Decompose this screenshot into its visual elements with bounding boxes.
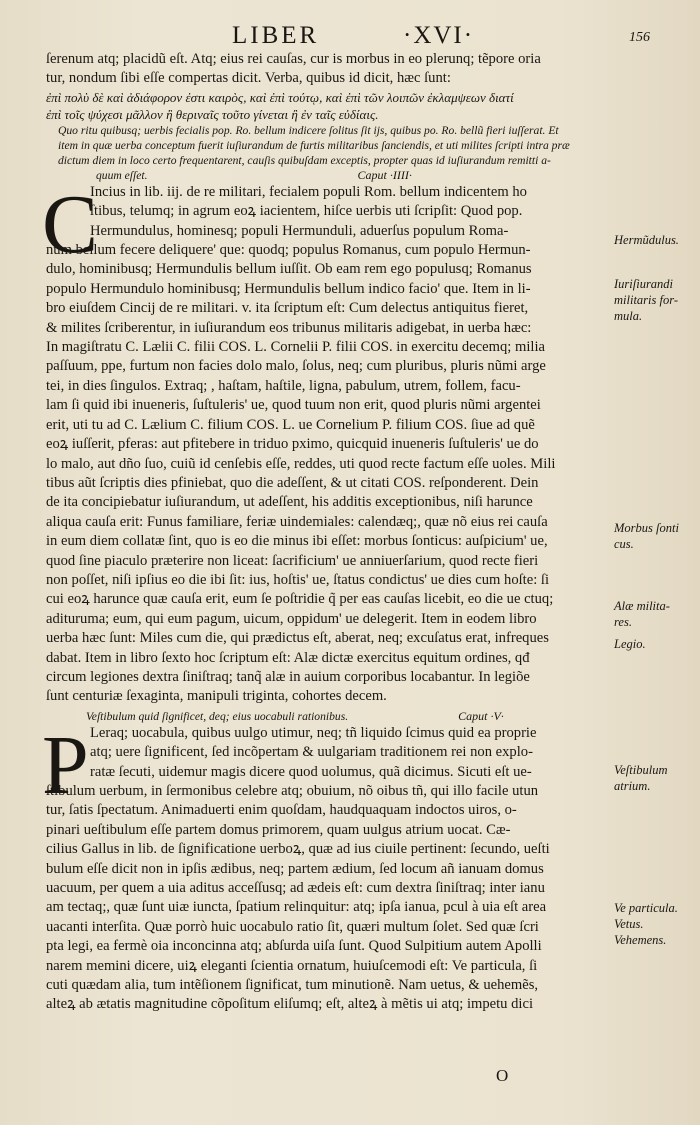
text-line: pinari ueſtibulum eſſe partem domus primorem, quam uulgus atrium uocat. Cæ- [46, 821, 511, 838]
text-line: eoꝝ iuſſerit, pferas: aut pfitebere in triduo pximo, quicquid inueneris ſuſtuleris' ue do [46, 436, 539, 453]
text-line: bro eiuſdem Cincij de re militari. v. ita ſcriptum eſt: Cum delectus antiquitus fieret, [46, 300, 529, 317]
margin-note-iusiurandum: Iuriſiurandi militaris for- mula. [614, 277, 678, 323]
text-line: bulum eſſe dicit non in ipſis ædibus, neq; partem ædium, ſed locum añ ianuam domus [46, 860, 544, 877]
chapter-heading: Caput ·V· [458, 708, 504, 723]
chapter-rubric: dictum diem in loco certo frequentarent, cauſis quibuſdam exceptis, propter quas id iuſiurandum remitti a- [58, 153, 551, 167]
text-line: dulo, hominibusq; Hermundulis bellum iuſſit. Ob eam rem ego populusq; Romanus [46, 261, 532, 278]
margin-note-legio: Legio. [614, 637, 646, 651]
text-line: num bellum fecere deliquere' que: quodq; populus Romanus, cum populo Hermun- [46, 242, 531, 259]
chapter-heading: Caput ·IIII· [357, 167, 412, 182]
text-line: alteꝝ ab ætatis magnitudine cõpoſitum eliſumq; eſt, alteꝝ à mẽtis ui atq; impetu dici [46, 996, 534, 1013]
text-line: Leraq; uocabula, quibus uulgo utimur, neq; tñ liquido ſcimus quid ea proprie [90, 724, 537, 741]
text-line: tei, in dies ſingulos. Extraq; , haſtam, haſtile, ligna, pabulum, utrem, follem, facu- [46, 377, 521, 394]
margin-note-morbus: Morbus ſonti cus. [614, 521, 679, 551]
text-line: tur, ſatis ſpectatum. Animaduerti enim quoſdam, haudquaquam indoctos uiros, o- [46, 802, 517, 819]
text-line: ſtibulum uerbum, in ſermonibus celebre atq; obuium, nõ oibus tñ, qui illo facile utun [46, 783, 539, 799]
margin-note-vestibulum: Veſtibulum atrium. [614, 763, 668, 793]
text-line: circum legiones dextra ſiniſtraq; tanq̃ alæ in auium corporibus locabantur. In legiõe [46, 668, 530, 685]
text-line: narem memini dicere, uiꝝ eleganti ſcientia ornatum, huiuſcemodi eſt: Ve particula, ſi [46, 957, 538, 974]
header-book-number: ·XVI· [403, 22, 475, 49]
text-line: erit, uti tu ad C. Lælium C. filium COS. L. ue Cornelium P. filium COS. ſiue ad quẽ [46, 416, 535, 433]
text-line: tibus aũt ſcriptis dies pfiniebat, quo die adeſſent, & ut citati COS. reſponderent. Dein [46, 474, 539, 491]
text-line: ſunt centuriæ ſexaginta, manipuli triginta, cohortes decem. [46, 688, 387, 705]
chapter-rubric: item in quæ uerba conceptum fuerit iuſiurandum de furtis militaribus ſanciendis, et uti milites ſcripti intra præ [58, 138, 570, 152]
drop-cap: C [42, 177, 99, 271]
text-line: ſerenum atq; placidũ eſt. Atq; eius rei cauſas, cur is morbus in eo plerunq; tẽpore oria [46, 51, 541, 67]
text-line: lo malo, aut dño ſuo, cuiũ id cenſebis eſſe, reddes, uti quod recte factum eſſe uoles. Mili [46, 455, 556, 472]
text-line: quod ſine piaculo præterire non liceat: ſacrificium' ue anniuerſarium, quod recte fieri [46, 552, 539, 569]
text-line: populo Hermundulo hominibusq; Hermundulis bellum indico facio' que. Item in li- [46, 280, 531, 297]
text-line: uacuum, per quem a uia aditus acceſſusq; ad ædeis eſt: cum dextra ſiniſtraq; inter ianu [46, 880, 545, 897]
chapter-rubric: Quo ritu quibusq; uerbis fecialis pop. Ro. bellum indicere ſolitus ſit ijs, quibus po. Ro. bellũ fieri iuſſerat. Et [58, 123, 559, 137]
text-line: de ita concipiebatur iuſiurandum, ut adeſſent, his additis exceptionibus, niſi harunce [46, 494, 533, 511]
margin-note-ve-particula: Ve particula. Vetus. Vehemens. [614, 901, 678, 947]
text-line: & milites ſcriberentur, in iuſiurandum eos tribunus militaris adigebat, in uerba hæc: [46, 319, 532, 336]
text-line: Incius in lib. iij. de re militari, fecialem populi Rom. bellum indicentem ho [90, 183, 527, 200]
text-line: cilius Gallus in lib. de ſignificatione uerboꝝ, quæ ad ius ciuile pertinent: ſecundo, ueſti [46, 841, 550, 858]
text-line: ratæ ſecuti, uidemur magis dicere quod uolumus, quã dicimus. Sicuti eſt ue- [90, 763, 532, 780]
greek-line: ἐπὶ πολὺ δὲ καὶ ἀδιάφορον ἐστι καιρὸς, καὶ ἐπὶ τούτῳ, καὶ ἐπὶ τῶν λοιπῶν ἐκλαμψεων διατί [46, 89, 514, 105]
drop-cap: P [42, 718, 89, 812]
margin-note-hermundulus: Hermũdulus. [614, 233, 679, 247]
text-body [42, 50, 614, 1015]
text-line: pta legi, ea fermè oia inconcinna atq; abſurda uiſa ſunt. Quod Sulpitium autem Apolli [46, 938, 542, 955]
text-line: in eum diem collatæ ſint, quo is eo die minus ibi eſſet: morbus ſonticus: auſpicium' ue, [46, 533, 548, 550]
catchword: O [496, 1066, 509, 1085]
text-line: paſſuum, ppe, furtum non facies dolo malo, ſolus, neq; cum pluribus, pluris nũmi arge [46, 358, 546, 375]
text-line: non poſſet, niſi ipſius eo die ibi ſit: ius, hoſtis' ue, ſtatus condictus' ue dies cum hoſte: ſi [46, 571, 550, 588]
text-line: uerba hæc ſunt: Miles cum die, qui prædictus eſt, aberat, neq; excuſatus erat, infreques [46, 630, 549, 647]
text-line: cui eoꝝ harunce quæ cauſa erit, eum ſe poſtridie q̃ per eas cauſas licebit, eo die ue ctuq; [46, 591, 554, 608]
greek-line: ἐπὶ τοῖς ψύχεσι μᾶλλον ἢ θεριναῖς τοῦτο γίνεται ἢ ἐν ταῖς εὐδίαις. [46, 106, 379, 122]
text-line: ſtibus, telumq; in agrum eoꝝ iacientem, hiſce uerbis uti ſcripſit: Quod pop. [90, 203, 523, 220]
text-line: am tectaq;, quæ ſunt uiæ iuncta, ſpatium relinquitur: atq; ipſa ianua, pcul à uia eſt area [46, 899, 547, 916]
header-liber: LIBER [232, 22, 320, 49]
folio-number: 156 [629, 30, 650, 45]
text-line: In magiſtratu C. Lælii C. filii COS. L. Cornelii P. filii COS. in exercitu decemq; milia [46, 339, 545, 356]
chapter-rubric: quum eſſet. [96, 168, 148, 182]
text-line: tur, nondum ſibi eſſe compertas dicit. Verba, quibus id dicit, hæc ſunt: [46, 70, 451, 87]
text-line: adituruma; eum, qui eum pagum, uicum, oppidum' ue delegerit. Item in eodem libro [46, 610, 537, 627]
text-line: lam ſi quid ibi inueneris, ſuſtuleris' ue, quod tuum non erit, quod pluris nũmi argentei [46, 397, 541, 414]
running-header [0, 22, 700, 52]
chapter-5 [42, 718, 614, 1015]
margin-note-alae: Alæ milita- res. [614, 599, 670, 629]
text-line: cuti quædam alia, tum intẽſionem ſignificat, tum minutionẽ. Nam uetus, & uehemẽs, [46, 977, 539, 994]
text-line: uacanti interſita. Quæ porrò huic uocabulo ratio ſit, quæri multum ſolet. Sed quæ ſcri [46, 918, 539, 935]
chapter-4 [42, 177, 614, 707]
text-line: dabat. Item in libro ſexto hoc ſcriptum eſt: Alæ dictæ exercitus equitum ordines, qđ [46, 649, 530, 666]
text-line: Hermundulus, hominesq; populi Hermunduli, aduerſus populum Roma- [90, 222, 509, 239]
text-line: atq; uere ſignificent, ſed incõpertam & uulgariam traditionem rei non explo- [90, 744, 533, 761]
text-line: aliqua cauſa erit: Funus familiare, feriæ uindemiales: calendæq;, quæ nõ eius rei cauſa [46, 513, 548, 530]
chapter-rubric: Veſtibulum quid ſignificet, deq; eius uocabuli rationibus. [86, 709, 349, 723]
